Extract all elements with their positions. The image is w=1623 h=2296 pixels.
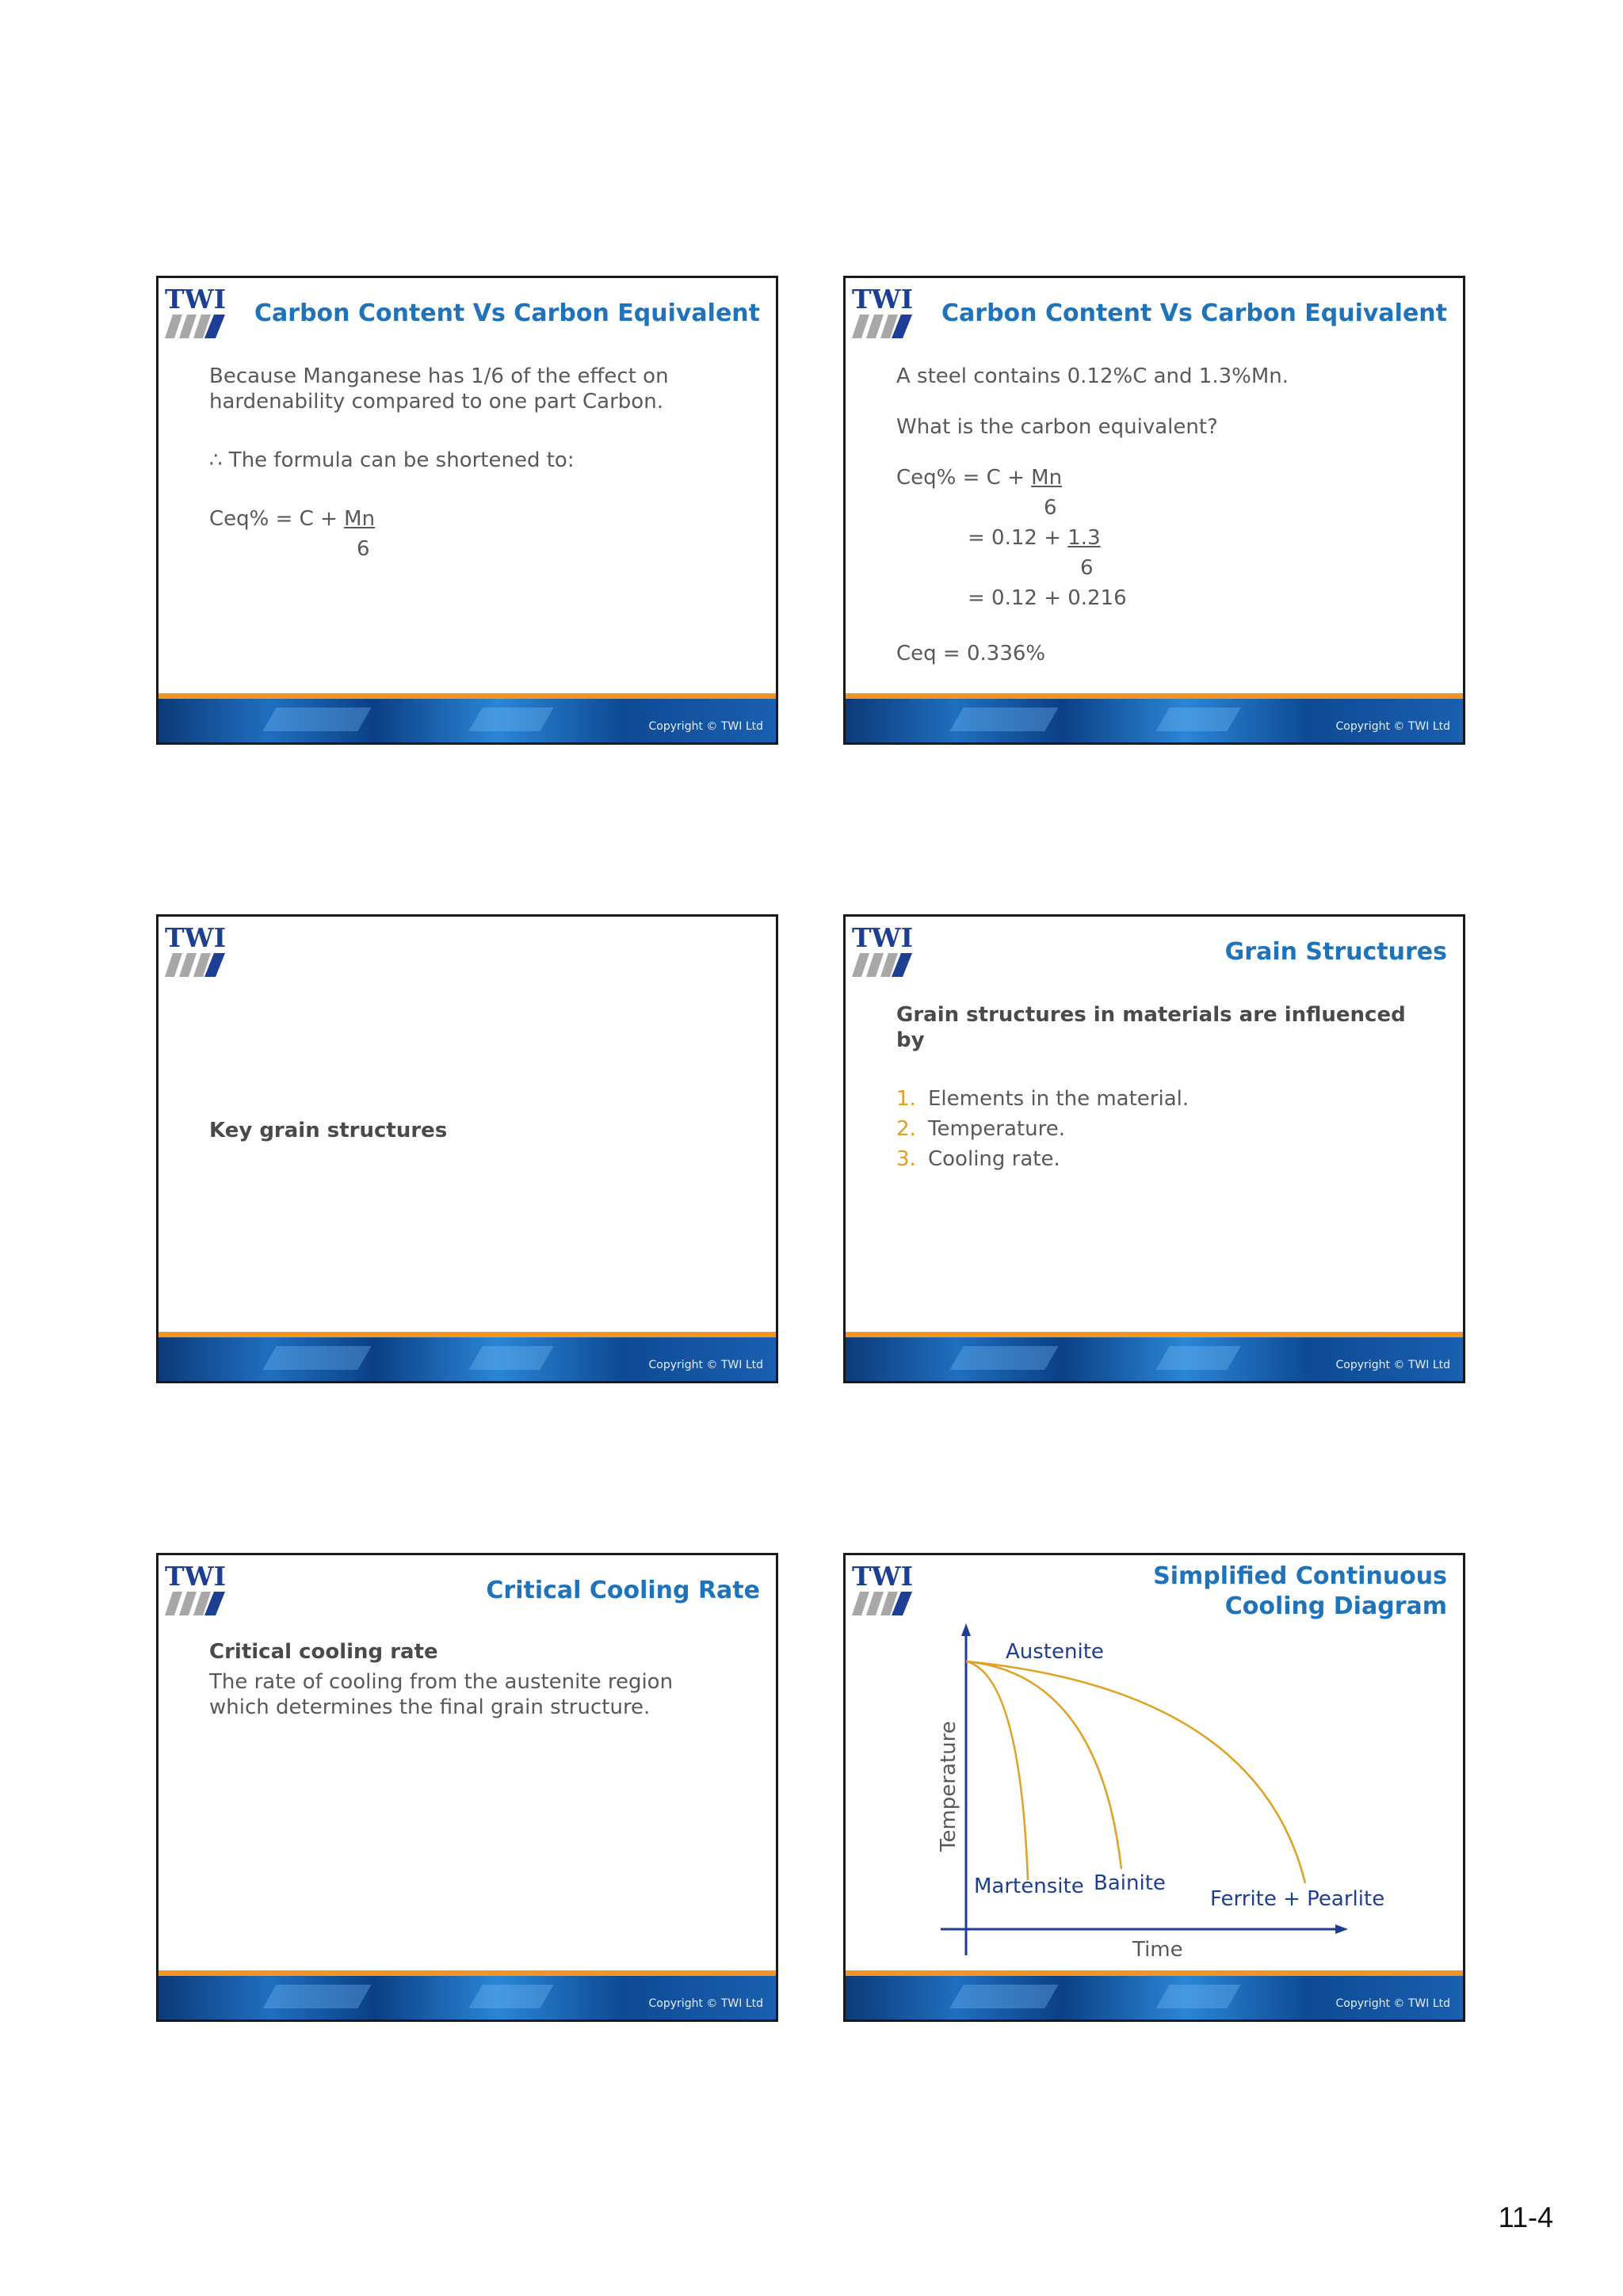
slide-footer (158, 693, 776, 742)
twi-logo: TWI (165, 1562, 228, 1612)
slide-footer (158, 1970, 776, 2019)
twi-logo: TWI (852, 284, 915, 335)
martensite-curve (966, 1661, 1028, 1880)
twi-logo: TWI (165, 923, 228, 974)
slide-body: Key grain structures (209, 1119, 448, 1142)
logo-stripes-icon (852, 953, 915, 977)
slide-title: Carbon Content Vs Carbon Equivalent (941, 299, 1447, 327)
twi-logo: TWI (852, 923, 915, 974)
martensite-label: Martensite (974, 1875, 1084, 1898)
slide-body: Critical cooling rate The rate of cooling from the austenite region which determines the final grain structure. (209, 1640, 674, 1719)
slide-5 (156, 1553, 778, 2022)
logo-stripes-icon (165, 1592, 228, 1615)
slide-body: Because Manganese has 1/6 of the effect on hardenability compared to one part Carbon. ∴ The formula can be shortened to: Ceq% = C + Mn 6 (209, 364, 669, 561)
slide-footer (846, 1970, 1463, 2019)
list-item: 1. Elements in the material. (896, 1087, 1190, 1111)
twi-logo: TWI (165, 284, 228, 335)
x-axis-label: Time (1132, 1938, 1183, 1962)
page-number: 11-4 (1498, 2201, 1553, 2233)
list-item: 3. Cooling rate. (896, 1147, 1060, 1171)
slide-title: Simplified Continuous Cooling Diagram (1153, 1562, 1447, 1620)
logo-stripes-icon (165, 315, 228, 338)
list-item: 2. Temperature. (896, 1117, 1065, 1141)
logo-stripes-icon (852, 315, 915, 338)
copyright: Copyright © TWI Ltd (1335, 1359, 1450, 1371)
copyright: Copyright © TWI Ltd (648, 720, 763, 733)
copyright: Copyright © TWI Ltd (1335, 720, 1450, 733)
ferrite-pearlite-label: Ferrite + Pearlite (1210, 1887, 1385, 1911)
copyright: Copyright © TWI Ltd (648, 1359, 763, 1371)
slide-title: Critical Cooling Rate (486, 1577, 760, 1604)
y-axis-label: Temperature (937, 1721, 960, 1852)
slide-1 (156, 276, 778, 745)
slide-footer (158, 1332, 776, 1381)
copyright: Copyright © TWI Ltd (1335, 1997, 1450, 2010)
slide-footer (846, 693, 1463, 742)
slide-footer (846, 1332, 1463, 1381)
cooling-diagram (846, 1555, 1468, 1962)
slide-2 (843, 276, 1465, 745)
logo-stripes-icon (165, 953, 228, 977)
bainite-curve (966, 1661, 1121, 1869)
austenite-label: Austenite (1006, 1640, 1104, 1664)
slide-4 (843, 914, 1465, 1383)
copyright: Copyright © TWI Ltd (648, 1997, 763, 2010)
x-axis-arrow-icon (1335, 1924, 1348, 1934)
twi-logo: TWI (852, 1562, 915, 1612)
bainite-label: Bainite (1094, 1871, 1166, 1895)
ferrite-pearlite-curve (966, 1661, 1305, 1883)
slide-6 (843, 1553, 1465, 2022)
slide-body: Grain structures in materials are influenced by 1. Elements in the material. 2. Temperature. 3. Cooling rate. (896, 1002, 1431, 1172)
slide-title: Carbon Content Vs Carbon Equivalent (254, 299, 760, 327)
y-axis-arrow-icon (961, 1623, 971, 1636)
slide-title: Grain Structures (1224, 938, 1447, 966)
slide-body: A steel contains 0.12%C and 1.3%Mn. What is the carbon equivalent? Ceq% = C + Mn 6 = 0.12 + 1.3 6 = 0.12 + 0.216 Ceq = 0.336% (896, 364, 1289, 666)
slide-3 (156, 914, 778, 1383)
